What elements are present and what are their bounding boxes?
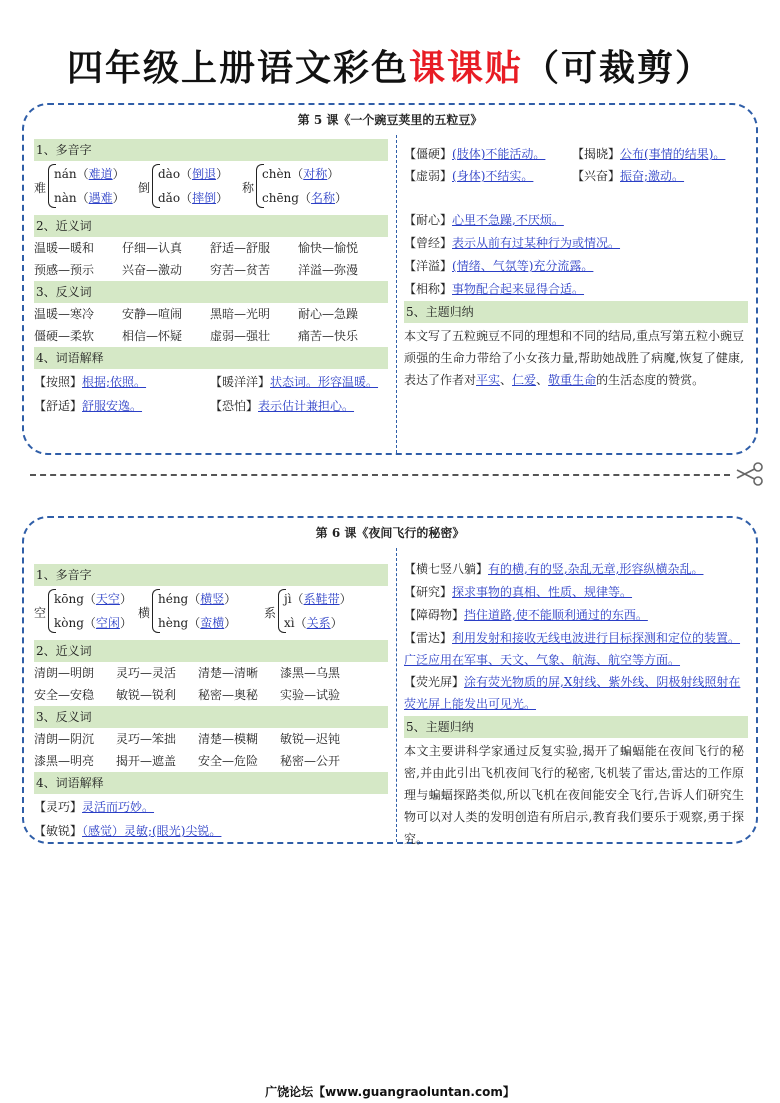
column-divider <box>396 135 397 453</box>
lesson5-left-column <box>34 139 388 419</box>
footer-site: 广饶论坛【www.guangraoluntan.com】 <box>265 1085 515 1099</box>
poly-reading: nán（难道） <box>54 167 125 181</box>
section-jinyi: 2、近义词 <box>34 215 388 237</box>
lesson5-card <box>22 103 758 455</box>
poly-reading: xì（关系） <box>284 616 343 630</box>
section-fanyi: 3、反义词 <box>34 706 388 728</box>
term-item: 【敏锐】（感觉）灵敏;(眼光)尖锐。 <box>34 824 222 838</box>
term-item: 【暖洋洋】状态词。形容温暖。 <box>210 375 379 389</box>
word-row: 温暖—寒冷 安静—喧闹 黑暗—光明 耐心—急躁 <box>34 307 359 321</box>
poly-reading: jì（系鞋带） <box>284 592 352 606</box>
title-prefix: 四年级上册语文彩色 <box>66 48 409 89</box>
term-item: 【虚弱】(身体)不结实。 <box>404 169 534 183</box>
section-duoyin: 1、多音字 <box>34 139 388 161</box>
term-item: 【耐心】心里不急躁,不厌烦。 <box>404 213 564 227</box>
theme-paragraph: 本文写了五粒豌豆不同的理想和不同的结局,重点写第五粒小豌豆顽强的生命力带给了小女孩力量,帮助她战胜了病魔,恢复了健康,表达了作者对平实、仁爱、敬重生命的生活态度的赞赏。 <box>404 329 744 387</box>
title-highlight: 课课贴 <box>408 48 523 89</box>
word-row: 僵硬—柔软 相信—怀疑 虚弱—强壮 痛苦—快乐 <box>34 329 359 343</box>
term-item: 【揭晓】公布(事情的结果)。 <box>572 147 726 161</box>
title-suffix: （可裁剪） <box>523 48 714 89</box>
term-item: 【灵巧】灵活而巧妙。 <box>34 800 155 814</box>
poly-char: 称 <box>242 181 255 195</box>
polyphone-group <box>34 586 388 640</box>
term-item: 【荧光屏】涂有荧光物质的屏,X射线、紫外线、阴极射线照射在荧光屏上能发出可见光。 <box>404 675 741 711</box>
word-row: 清朗—阴沉 灵巧—笨拙 清楚—模糊 敏锐—迟钝 <box>34 732 341 746</box>
poly-reading: dào（倒退） <box>158 167 229 181</box>
section-duoyin: 1、多音字 <box>34 564 388 586</box>
section-zhuti: 5、主题归纳 <box>404 301 748 323</box>
term-item: 【恐怕】表示估计兼担心。 <box>210 399 355 413</box>
poly-reading: kōng（天空） <box>54 592 132 606</box>
poly-reading: nàn（遇难） <box>54 191 125 205</box>
term-item: 【雷达】利用发射和接收无线电波进行目标探测和定位的装置。广泛应用在军事、天文、气象、航海、航空等方面。 <box>404 631 741 667</box>
lesson6-left-column <box>34 564 388 844</box>
column-divider <box>396 548 397 842</box>
term-item: 【横七竖八躺】有的横,有的竖,杂乱无章,形容纵横杂乱。 <box>404 562 704 576</box>
lesson5-header: 第 5 课《一个豌豆荚里的五粒豆》 <box>297 113 483 127</box>
term-item: 【相称】事物配合起来显得合适。 <box>404 282 585 296</box>
word-row: 安全—安稳 敏锐—锐利 秘密—奥秘 实验—试验 <box>34 688 341 702</box>
term-item: 【研究】探求事物的真相、性质、规律等。 <box>404 585 633 599</box>
word-row: 温暖—暖和 仔细—认真 舒适—舒服 愉快—愉悦 <box>34 241 359 255</box>
poly-reading: kòng（空闲） <box>54 616 132 630</box>
scissors-icon <box>734 460 764 488</box>
polyphone-group <box>34 161 388 215</box>
poly-reading: chēng（名称） <box>262 191 347 205</box>
section-jieshi: 4、词语解释 <box>34 772 388 794</box>
word-row: 清朗—明朗 灵巧—灵活 清楚—清晰 漆黑—乌黑 <box>34 666 341 680</box>
poly-reading: dǎo（摔倒） <box>158 191 229 205</box>
term-item: 【障碍物】挡住道路,使不能顺利通过的东西。 <box>404 608 648 622</box>
lesson6-header: 第 6 课《夜间飞行的秘密》 <box>315 526 465 540</box>
poly-reading: hèng（蛮横） <box>158 616 237 630</box>
term-item: 【舒适】舒服安逸。 <box>34 399 143 413</box>
section-jieshi: 4、词语解释 <box>34 347 388 369</box>
poly-char: 难 <box>34 181 47 195</box>
poly-char: 倒 <box>138 181 151 195</box>
lesson6-right-column <box>404 554 748 844</box>
lesson6-card <box>22 516 758 844</box>
section-fanyi: 3、反义词 <box>34 281 388 303</box>
poly-char: 系 <box>264 606 277 620</box>
poly-reading: héng（横竖） <box>158 592 237 606</box>
poly-char: 空 <box>34 606 47 620</box>
theme-paragraph: 本文主要讲科学家通过反复实验,揭开了蝙蝠能在夜间飞行的秘密,并由此引出飞机夜间飞行的秘密,飞机装了雷达,雷达的工作原理与蝙蝠探路类似,所以飞机在夜间能安全飞行,告诉人们研究生物可以对人类的发明创造有所启示,教育我们要乐于观察,勇于探究。 <box>404 744 744 846</box>
word-row: 漆黑—明亮 揭开—遮盖 安全—危险 秘密—公开 <box>34 754 341 768</box>
word-row: 预感—预示 兴奋—激动 穷苦—贫苦 洋溢—弥漫 <box>34 263 359 277</box>
cut-line <box>30 474 730 476</box>
term-item: 【按照】根据;依照。 <box>34 375 147 389</box>
section-zhuti: 5、主题归纳 <box>404 716 748 738</box>
term-block <box>34 794 388 844</box>
term-item: 【僵硬】(肢体)不能活动。 <box>404 147 546 161</box>
term-item: 【曾经】表示从前有过某种行为或情况。 <box>404 236 621 250</box>
poly-char: 横 <box>138 606 151 620</box>
term-block <box>34 369 388 419</box>
term-item: 【洋溢】(情绪、气氛等)充分流露。 <box>404 259 594 273</box>
section-jinyi: 2、近义词 <box>34 640 388 662</box>
page-title <box>0 40 780 91</box>
lesson5-right-column <box>404 139 748 449</box>
poly-reading: chèn（对称） <box>262 167 340 181</box>
term-item: 【兴奋】振奋;激动。 <box>572 169 685 183</box>
